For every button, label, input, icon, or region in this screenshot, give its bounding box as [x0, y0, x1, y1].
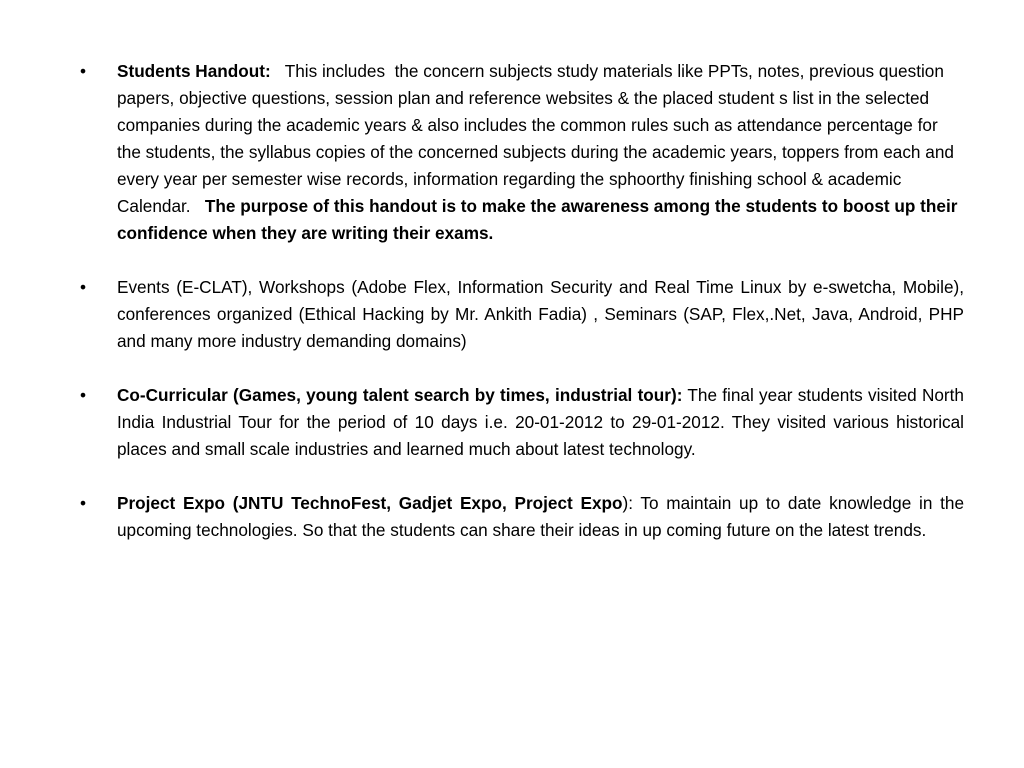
item-body: ): To maintain up to date knowledge in the upcoming technologies. So that the students can share their ideas in up coming future on the latest trends.: [117, 493, 964, 540]
item-emphasis: The purpose of this handout is to make the awareness among the students to boost up their confidence when they are writing their exams.: [117, 196, 958, 243]
list-item-events: [80, 274, 964, 355]
bullet-icon: •: [80, 61, 87, 81]
item-text: [117, 274, 964, 355]
item-heading: Project Expo (JNTU TechnoFest, Gadjet Expo, Project Expo: [117, 493, 623, 513]
list-item-project-expo: [80, 490, 964, 544]
bullet-icon: •: [80, 277, 87, 297]
item-heading: Students Handout:: [117, 61, 271, 81]
item-body: Events (E-CLAT), Workshops (Adobe Flex, Information Security and Real Time Linux by e-swetcha, Mobile), conferences organized (Ethical Hacking by Mr. Ankith Fadia) , Seminars (SAP, Flex,.Net, Java, Android, PHP and many more industry demanding domains): [117, 277, 964, 351]
item-text: [117, 382, 964, 463]
item-body: This includes the concern subjects study materials like PPTs, notes, previous question papers, objective questions, session plan and reference websites & the placed student s list in the selected companies during the academic years & also includes the common rules such as attendance percentage for the students, the syllabus copies of the concerned subjects during the academic years, toppers from each and every year per semester wise records, information regarding the sphoorthy finishing school & academic Calendar.: [117, 61, 959, 216]
list-item-co-curricular: [80, 382, 964, 463]
item-text: [117, 490, 964, 544]
item-heading: Co-Curricular (Games, young talent search by times, industrial tour):: [117, 385, 683, 405]
item-body: The final year students visited North India Industrial Tour for the period of 10 days i.e. 20-01-2012 to 29-01-2012. They visited various historical places and small scale industries and learned much about latest technology.: [117, 385, 964, 459]
item-text: [117, 58, 964, 247]
list-item-students-handout: [80, 58, 964, 247]
bullet-list: [80, 58, 964, 544]
bullet-icon: •: [80, 385, 87, 405]
bullet-icon: •: [80, 493, 87, 513]
